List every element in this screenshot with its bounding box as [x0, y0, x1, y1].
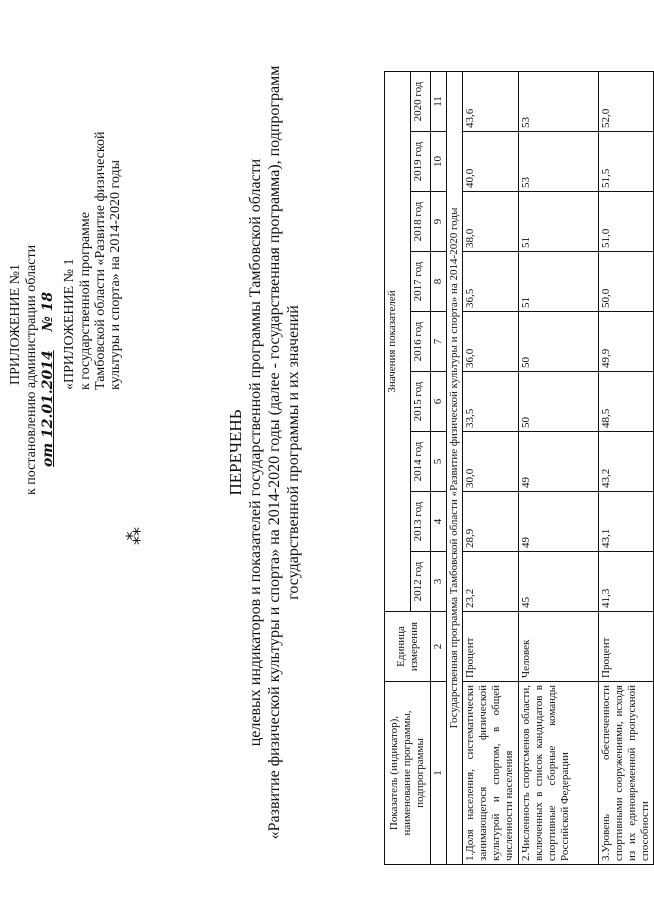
indicator-value: 50 — [519, 312, 599, 372]
indicator-value: 48,5 — [599, 372, 654, 432]
appendix-date: от 12.01.2014 — [40, 350, 56, 467]
indicator-value: 45 — [519, 552, 599, 612]
indicator-name: 2.Численность спортсменов области, включенных в список кандидатов в спортивные сборные команды Российской Федерации — [519, 682, 599, 865]
indicator-value: 41,3 — [599, 552, 654, 612]
program-section-row: Государственная программа Тамбовской области «Развитие физической культуры и спорта» на 2014-2020 годы — [447, 72, 463, 865]
annex-line-3: Тамбовской области «Развитие физической — [93, 131, 108, 390]
appendix-label: ПРИЛОЖЕНИЕ №1 — [8, 264, 23, 385]
table-row — [519, 72, 599, 865]
indicator-value: 36,5 — [463, 252, 519, 312]
header-year: 2012 год — [411, 552, 431, 612]
column-number: 11 — [431, 72, 447, 132]
indicator-value: 50 — [519, 372, 599, 432]
column-number: 9 — [431, 192, 447, 252]
indicator-value: 53 — [519, 132, 599, 192]
header-year: 2016 год — [411, 312, 431, 372]
appendix-number: № 18 — [40, 291, 56, 332]
indicator-unit: Процент — [463, 612, 519, 682]
indicator-value: 43,2 — [599, 432, 654, 492]
appendix-decree-text: к постановлению администрации области — [24, 244, 39, 495]
indicator-value: 38,0 — [463, 192, 519, 252]
annex-line-2: к государственной программе — [78, 212, 93, 390]
indicator-value: 43,6 — [463, 72, 519, 132]
header-unit: Единица измерения — [385, 612, 431, 682]
column-number: 8 — [431, 252, 447, 312]
appendix-date-signature — [40, 292, 56, 467]
header-year: 2013 год — [411, 492, 431, 552]
header-year: 2020 год — [411, 72, 431, 132]
indicator-value: 51 — [519, 252, 599, 312]
annex-line-4: культуры и спорта» на 2014-2020 годы — [108, 159, 123, 390]
indicator-value: 51 — [519, 192, 599, 252]
indicator-value: 36,0 — [463, 312, 519, 372]
indicator-value: 43,1 — [599, 492, 654, 552]
document-title-line-2: «Развитие физической культуры и спорта» на 2014-2020 годы (далее - государственная программа), подпрограмм — [266, 65, 283, 840]
column-number: 10 — [431, 132, 447, 192]
indicator-value: 51,5 — [599, 132, 654, 192]
header-indicator: Показатель (индикатор), наименование программы, подпрограммы — [385, 682, 431, 865]
indicator-value: 40,0 — [463, 132, 519, 192]
appendix-decree-line — [24, 245, 40, 495]
indicator-value: 49 — [519, 432, 599, 492]
indicator-value: 53 — [519, 72, 599, 132]
indicator-name: 1.Доля населения, систематически занимающегося физической культурой и спортом, в общей численности населения — [463, 682, 519, 865]
indicator-value: 50,0 — [599, 252, 654, 312]
header-year: 2018 год — [411, 192, 431, 252]
indicator-value: 30,0 — [463, 432, 519, 492]
column-number: 4 — [431, 492, 447, 552]
document-title-line-1: целевых индикаторов и показателей государственной программы Тамбовской области — [247, 158, 264, 747]
column-number: 3 — [431, 552, 447, 612]
header-year: 2015 год — [411, 372, 431, 432]
table-row — [463, 72, 519, 865]
column-number-row — [431, 72, 447, 865]
column-number: 7 — [431, 312, 447, 372]
indicator-name: 3.Уровень обеспеченности спортивными сооружениями, исходя из их единовременной пропускной способности — [599, 682, 654, 865]
indicator-value: 49 — [519, 492, 599, 552]
indicator-value: 28,9 — [463, 492, 519, 552]
indicator-unit: Процент — [599, 612, 654, 682]
indicator-value: 52,0 — [599, 72, 654, 132]
document-heading: ПЕРЕЧЕНЬ — [226, 409, 245, 496]
header-values-group: Значения показателей — [385, 72, 411, 612]
header-year: 2017 год — [411, 252, 431, 312]
column-number: 5 — [431, 432, 447, 492]
document-title-line-3: государственной программы и их значений — [285, 305, 302, 600]
column-number: 6 — [431, 372, 447, 432]
annex-label: «ПРИЛОЖЕНИЕ № 1 — [62, 258, 77, 390]
indicator-value: 23,2 — [463, 552, 519, 612]
table-row — [599, 72, 654, 865]
header-year: 2019 год — [411, 132, 431, 192]
indicator-value: 33,5 — [463, 372, 519, 432]
header-year: 2014 год — [411, 432, 431, 492]
emblem-mark-icon: ⁂ — [124, 527, 144, 545]
column-number: 2 — [431, 612, 447, 682]
indicators-table — [384, 71, 654, 865]
indicator-value: 51,0 — [599, 192, 654, 252]
column-number: 1 — [431, 682, 447, 865]
indicator-value: 49,9 — [599, 312, 654, 372]
indicator-unit: Человек — [519, 612, 599, 682]
